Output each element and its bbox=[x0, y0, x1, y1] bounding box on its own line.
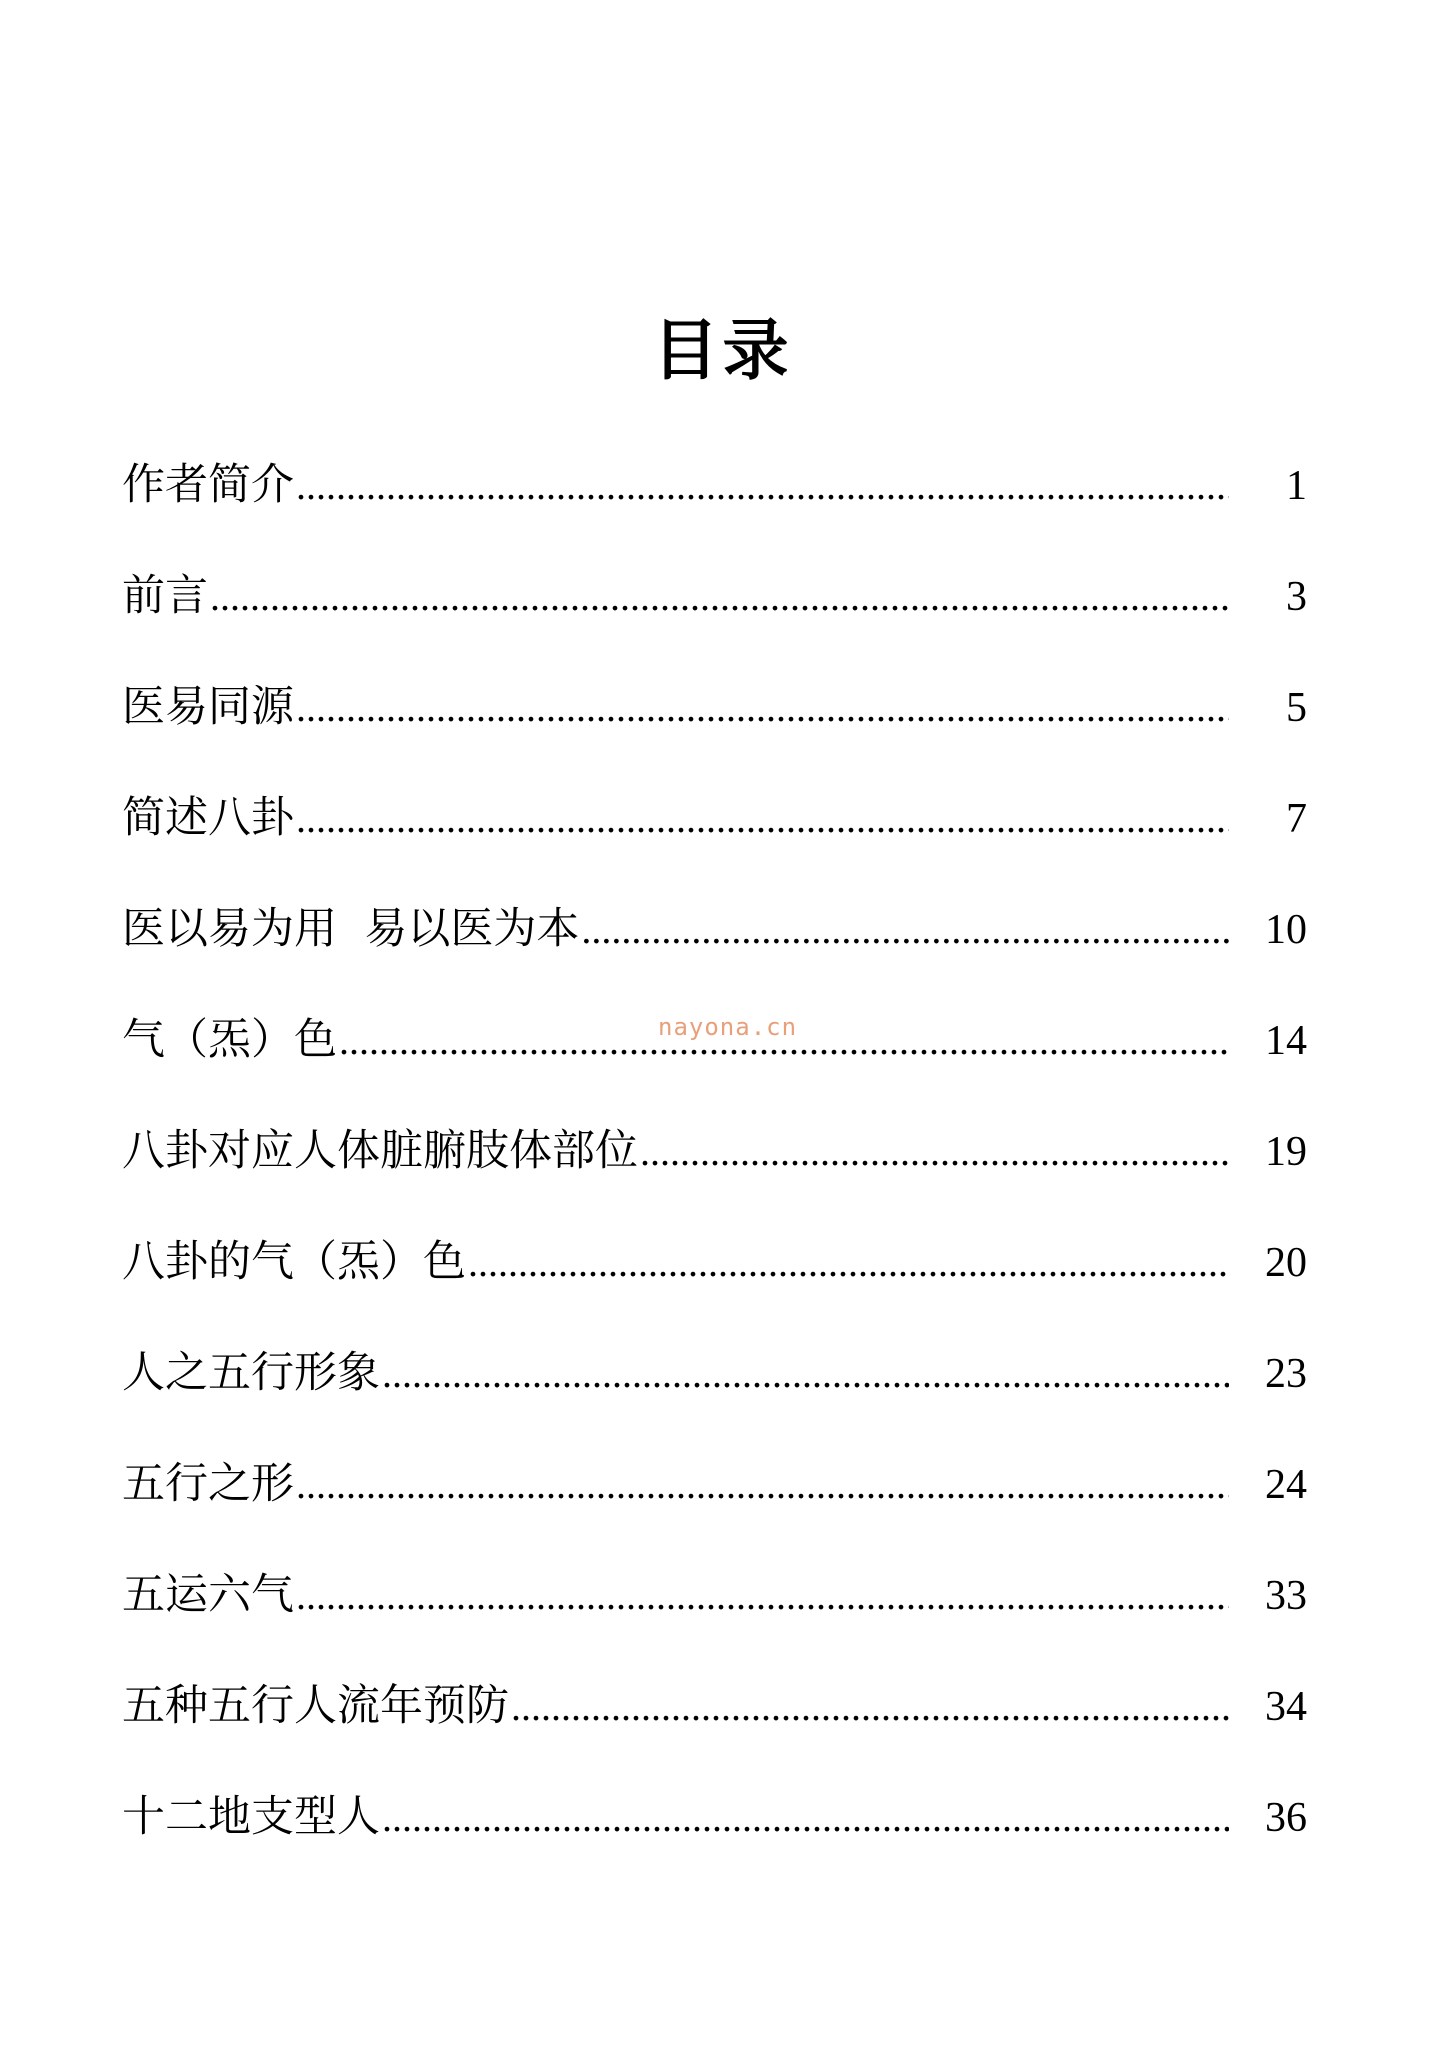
toc-leader-dots bbox=[296, 1566, 1229, 1626]
toc-entry-label: 五行之形 bbox=[122, 1459, 294, 1509]
watermark-text: nayona.cn bbox=[658, 1013, 798, 1041]
toc-entry-label: 简述八卦 bbox=[122, 793, 294, 843]
toc-entry-label: 作者简介 bbox=[122, 460, 294, 510]
toc-entry[interactable] bbox=[122, 899, 1307, 1010]
toc-entry[interactable] bbox=[122, 1121, 1307, 1232]
toc-entry[interactable] bbox=[122, 1676, 1307, 1787]
toc-entry-page: 33 bbox=[1265, 1573, 1307, 1619]
toc-title: 目录 bbox=[652, 312, 793, 389]
toc-entry-page: 36 bbox=[1265, 1795, 1307, 1841]
toc-entry-page: 24 bbox=[1265, 1462, 1307, 1508]
toc-leader-dots bbox=[296, 789, 1229, 849]
toc-leader-dots bbox=[581, 900, 1229, 960]
toc-leader-dots bbox=[511, 1677, 1229, 1737]
toc-entry-label: 十二地支型人 bbox=[122, 1792, 380, 1842]
toc-leader-dots bbox=[640, 1122, 1229, 1182]
toc-entry-page: 10 bbox=[1265, 907, 1307, 953]
table-of-contents bbox=[122, 455, 1307, 1898]
toc-entry-page: 14 bbox=[1265, 1018, 1307, 1064]
toc-entry-page: 5 bbox=[1286, 685, 1307, 731]
toc-entry[interactable] bbox=[122, 1232, 1307, 1343]
toc-leader-dots bbox=[296, 1455, 1229, 1515]
toc-entry-page: 1 bbox=[1286, 463, 1307, 509]
toc-entry-label: 气（炁）色 bbox=[122, 1015, 337, 1065]
toc-entry-label: 八卦的气（炁）色 bbox=[122, 1237, 466, 1287]
toc-entry-page: 7 bbox=[1286, 796, 1307, 842]
toc-leader-dots bbox=[382, 1788, 1229, 1848]
toc-entry-page: 3 bbox=[1286, 574, 1307, 620]
toc-entry-label: 人之五行形象 bbox=[122, 1348, 380, 1398]
toc-entry-page: 19 bbox=[1265, 1129, 1307, 1175]
toc-entry[interactable] bbox=[122, 455, 1307, 566]
toc-entry[interactable] bbox=[122, 1343, 1307, 1454]
toc-leader-dots bbox=[468, 1233, 1229, 1293]
toc-entry-label: 五种五行人流年预防 bbox=[122, 1681, 509, 1731]
toc-leader-dots bbox=[296, 456, 1229, 516]
toc-entry[interactable] bbox=[122, 1565, 1307, 1676]
toc-entry[interactable] bbox=[122, 566, 1307, 677]
toc-leader-dots bbox=[296, 678, 1229, 738]
toc-entry-page: 23 bbox=[1265, 1351, 1307, 1397]
toc-leader-dots bbox=[210, 567, 1229, 627]
toc-leader-dots bbox=[382, 1344, 1229, 1404]
toc-entry-label: 医以易为用 易以医为本 bbox=[122, 904, 580, 954]
toc-entry-page: 20 bbox=[1265, 1240, 1307, 1286]
toc-entry-label: 医易同源 bbox=[122, 682, 294, 732]
toc-entry[interactable] bbox=[122, 1454, 1307, 1565]
toc-entry[interactable] bbox=[122, 1787, 1307, 1898]
toc-entry-label: 前言 bbox=[122, 571, 208, 621]
toc-entry-page: 34 bbox=[1265, 1684, 1307, 1730]
toc-entry[interactable] bbox=[122, 677, 1307, 788]
toc-entry-label: 五运六气 bbox=[122, 1570, 294, 1620]
toc-entry[interactable] bbox=[122, 788, 1307, 899]
toc-entry-label: 八卦对应人体脏腑肢体部位 bbox=[122, 1126, 638, 1176]
